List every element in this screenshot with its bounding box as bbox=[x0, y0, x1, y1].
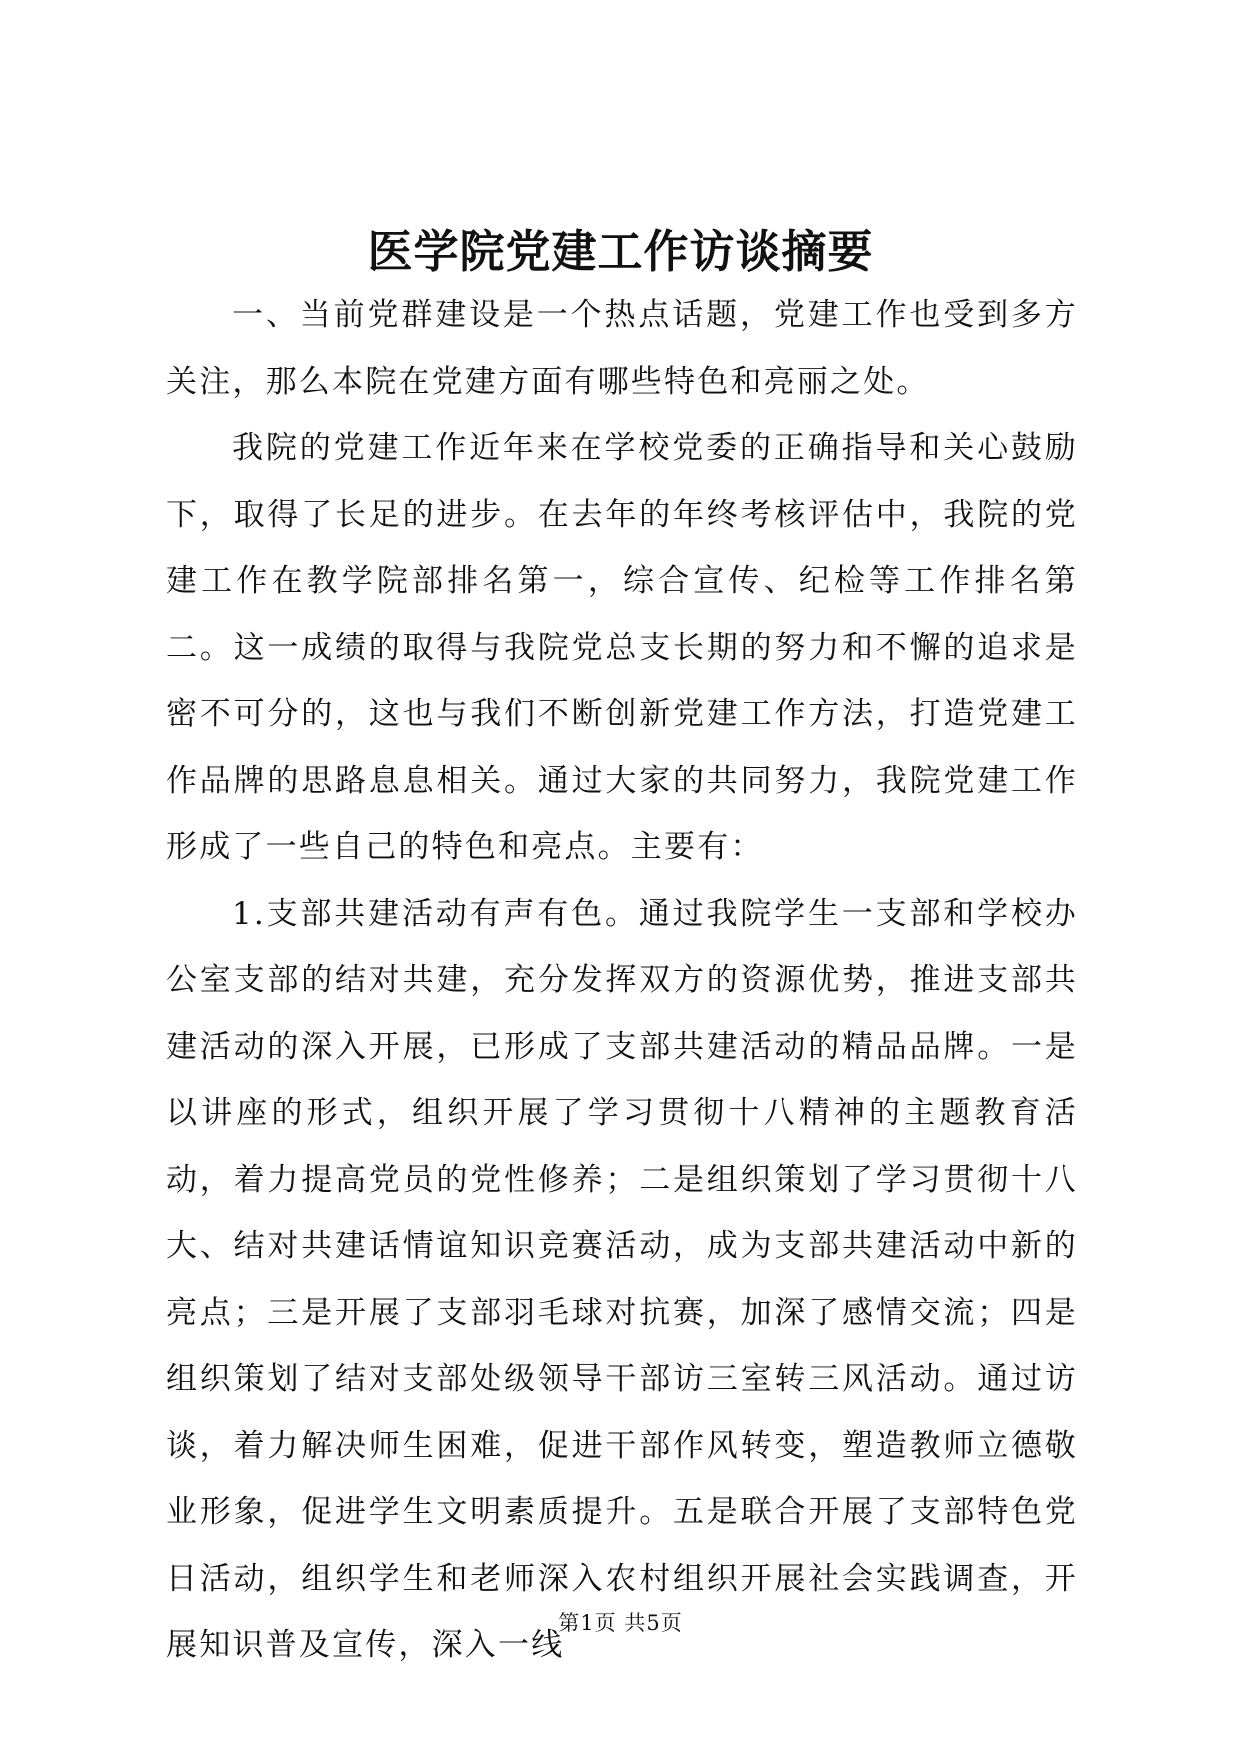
paragraph-item-1: 1.支部共建活动有声有色。通过我院学生一支部和学校办公室支部的结对共建，充分发挥双方的资源优势，推进支部共建活动的深入开展，已形成了支部共建活动的精品品牌。一是以讲座的形式，组织开展了学习贯彻十八精神的主题教育活动，着力提高党员的党性修养；二是组织策划了学习贯彻十八大、结对共建话情谊知识竞赛活动，成为支部共建活动中新的亮点；三是开展了支部羽毛球对抗赛，加深了感情交流；四是组织策划了结对支部处级领导干部访三室转三风活动。通过访谈，着力解决师生困难，促进干部作风转变，塑造教师立德敬业形象，促进学生文明素质提升。五是联合开展了支部特色党日活动，组织学生和老师深入农村组织开展社会实践调查，开展知识普及宣传，深入一线 bbox=[166, 895, 1078, 1663]
document-body bbox=[166, 282, 1078, 1679]
paragraph-answer-intro: 我院的党建工作近年来在学校党委的正确指导和关心鼓励下，取得了长足的进步。在去年的年终考核评估中，我院的党建工作在教学院部排名第一，综合宣传、纪检等工作排名第二。这一成绩的取得与我院党总支长期的努力和不懈的追求是密不可分的，这也与我们不断创新党建工作方法，打造党建工作品牌的思路息息相关。通过大家的共同努力，我院党建工作形成了一些自己的特色和亮点。主要有： bbox=[166, 430, 1078, 865]
document-title: 医学院党建工作访谈摘要 bbox=[367, 225, 874, 278]
paragraph-question-1: 一、当前党群建设是一个热点话题，党建工作也受到多方关注，那么本院在党建方面有哪些特色和亮丽之处。 bbox=[166, 297, 1078, 400]
page-number-footer: 第1页 共5页 bbox=[558, 1611, 683, 1635]
